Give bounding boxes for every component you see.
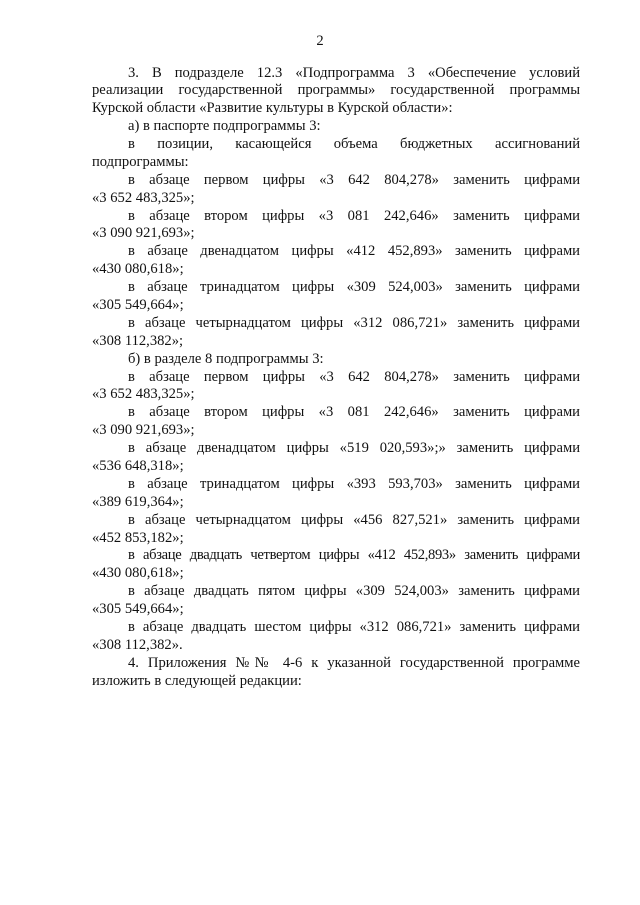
amendment-line: в абзаце двенадцатом цифры «412 452,893» заменить цифрами [128,243,580,260]
paragraph-position [92,136,580,171]
amendment-line: в абзаце тринадцатом цифры «309 524,003» заменить цифрами [128,279,580,296]
amendment-line: в абзаце первом цифры «3 642 804,278» заменить цифрами [128,368,580,385]
amendment-line: в абзаце двадцать шестом цифры «312 086,721» заменить цифрами [128,619,580,636]
amendment-value: «430 080,618»; [92,261,184,278]
amendment-line: в абзаце двадцать четвертом цифры «412 452,893» заменить цифрами [128,547,580,564]
amendment-value: «389 619,364»; [92,493,184,510]
amendment-item [92,369,580,404]
amendment-value: «3 090 921,693»; [92,422,195,439]
amendment-value: «305 549,664»; [92,601,184,618]
paragraph-subsection-b: б) в разделе 8 подпрограммы 3: [128,350,324,367]
amendment-item [92,619,580,654]
amendment-item [92,440,580,475]
paragraph-continuation: подпрограммы: [92,153,189,170]
amendment-item [92,208,580,243]
page-number: 2 [316,33,324,49]
amendment-line: в абзаце двадцать пятом цифры «309 524,003» заменить цифрами [128,583,580,600]
amendment-item [92,476,580,511]
amendment-line: в абзаце тринадцатом цифры «393 593,703» заменить цифрами [128,475,580,492]
amendment-line: в абзаце втором цифры «3 081 242,646» заменить цифрами [128,404,580,421]
paragraph-first-line: 4. Приложения №№ 4-6 к указанной государственной программе [128,654,580,671]
amendment-value: «3 652 483,325»; [92,386,195,403]
amendment-value: «308 112,382»; [92,332,184,349]
amendment-item [92,547,580,582]
amendment-value: «308 112,382». [92,636,183,653]
amendment-value: «536 648,318»; [92,458,184,474]
amendment-item [92,404,580,439]
paragraph-continuation: изложить в следующей редакции: [92,672,302,689]
paragraph-continuation: Курской области «Развитие культуры в Курской области»: [92,100,453,117]
paragraph-first-line: 3. В подразделе 12.3 «Подпрограмма 3 «Обеспечение условий реализации государственной программы» государственной программы [92,65,580,99]
amendment-item [92,279,580,314]
document-body [92,65,580,691]
amendment-value: «305 549,664»; [92,296,184,313]
amendment-value: «452 853,182»; [92,529,184,546]
amendment-item [92,512,580,547]
paragraph-first-line: в позиции, касающейся объема бюджетных ассигнований [128,135,580,152]
amendment-item [92,172,580,207]
amendment-line: в абзаце четырнадцатом цифры «312 086,721» заменить цифрами [128,314,580,331]
paragraph-item-3 [92,65,580,117]
amendment-line: в абзаце втором цифры «3 081 242,646» заменить цифрами [128,207,580,224]
paragraph-item-4 [92,655,580,690]
amendment-line: в абзаце четырнадцатом цифры «456 827,521» заменить цифрами [128,511,580,528]
amendment-item [92,583,580,618]
amendment-value: «3 090 921,693»; [92,225,195,242]
amendment-line: в абзаце первом цифры «3 642 804,278» заменить цифрами [128,171,580,188]
amendment-value: «430 080,618»; [92,565,184,582]
amendment-value: «3 652 483,325»; [92,189,195,206]
amendment-line: в абзаце двенадцатом цифры «519 020,593»;» заменить цифрами [128,440,580,457]
paragraph-subsection-a: а) в паспорте подпрограммы 3: [128,118,321,135]
amendment-item [92,315,580,350]
amendment-item [92,243,580,278]
